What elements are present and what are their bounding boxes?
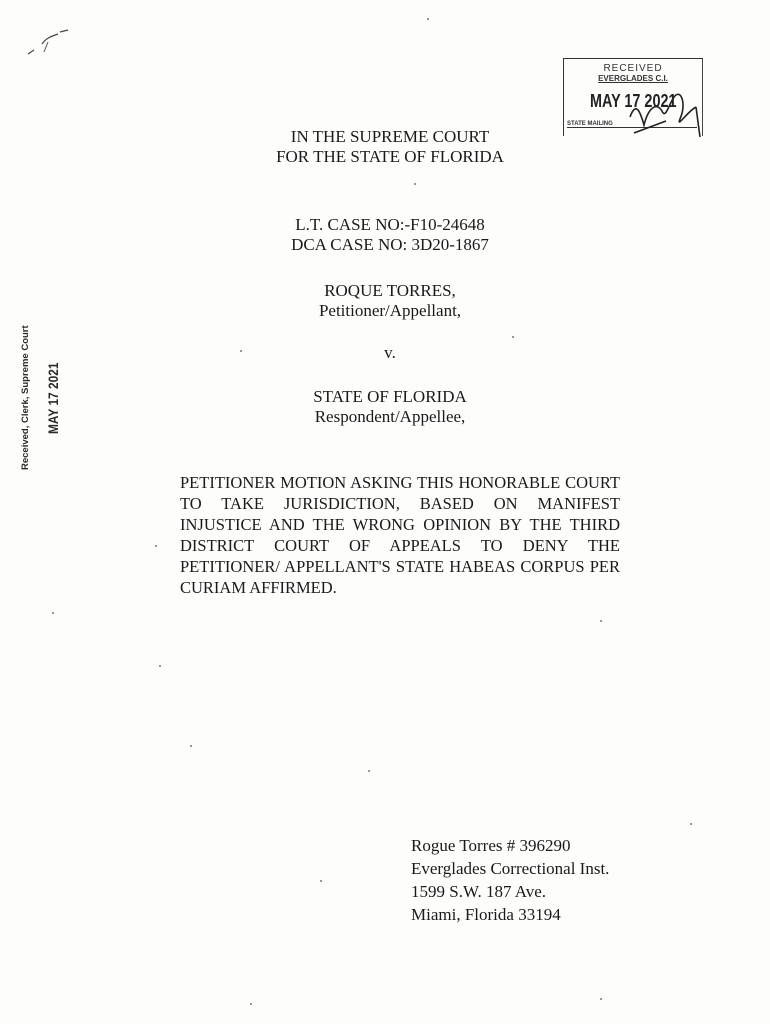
petitioner-block [0,281,770,321]
scan-speck [600,620,602,622]
scan-speck [368,770,370,772]
versus-label: v. [384,343,396,362]
clerk-stamp-text: Received, Clerk, Supreme Court [20,325,31,470]
address-name: Rogue Torres # 396290 [411,836,571,855]
address-institution: Everglades Correctional Inst. [411,859,610,878]
court-heading [0,127,770,167]
scan-speck [512,336,514,338]
respondent-block [0,387,770,427]
scan-speck [690,823,692,825]
stamp-received-label: RECEIVED [603,63,663,74]
scan-speck [159,665,161,667]
petitioner-name: ROQUE TORRES, [324,281,456,300]
stamp-date: MAY 17 2021 [590,91,677,111]
clerk-stamp-date: MAY 17 2021 [45,362,61,434]
scan-speck [427,18,429,20]
stamp-institution: EVERGLADES C.I. [598,74,668,83]
scan-speck [250,1003,252,1005]
lt-case-number: L.T. CASE NO:-F10-24648 [295,215,485,234]
court-line-1: IN THE SUPREME COURT [290,127,490,146]
respondent-name: STATE OF FLORIDA [313,387,467,406]
address-street: 1599 S.W. 187 Ave. [411,882,547,901]
scribble-mark [24,24,84,64]
dca-case-number: DCA CASE NO: 3D20-1867 [291,235,489,254]
case-numbers [0,215,770,255]
petitioner-role: Petitioner/Appellant, [318,301,462,320]
scan-speck [155,545,157,547]
scan-speck [52,612,54,614]
received-stamp [563,58,703,136]
address-block [411,834,609,926]
respondent-role: Respondent/Appellee, [314,407,466,426]
court-line-2: FOR THE STATE OF FLORIDA [276,147,504,166]
scan-speck [414,183,416,185]
stamp-mailing: STATE MAILING [567,121,697,128]
scan-speck [600,998,602,1000]
motion-title: PETITIONER MOTION ASKING THIS HONORABLE COURT TO TAKE JURISDICTION, BASED ON MANIFEST INJUSTICE AND THE WRONG OPINION BY THE THIRD DISTRICT COURT OF APPEALS TO DENY THE PETITIONER/ APPELLANT'S STATE HABEAS CORPUS PER CURIAM AFFIRMED. [180,473,620,597]
address-city: Miami, Florida 33194 [411,905,561,924]
scan-speck [320,880,322,882]
scan-speck [190,745,192,747]
